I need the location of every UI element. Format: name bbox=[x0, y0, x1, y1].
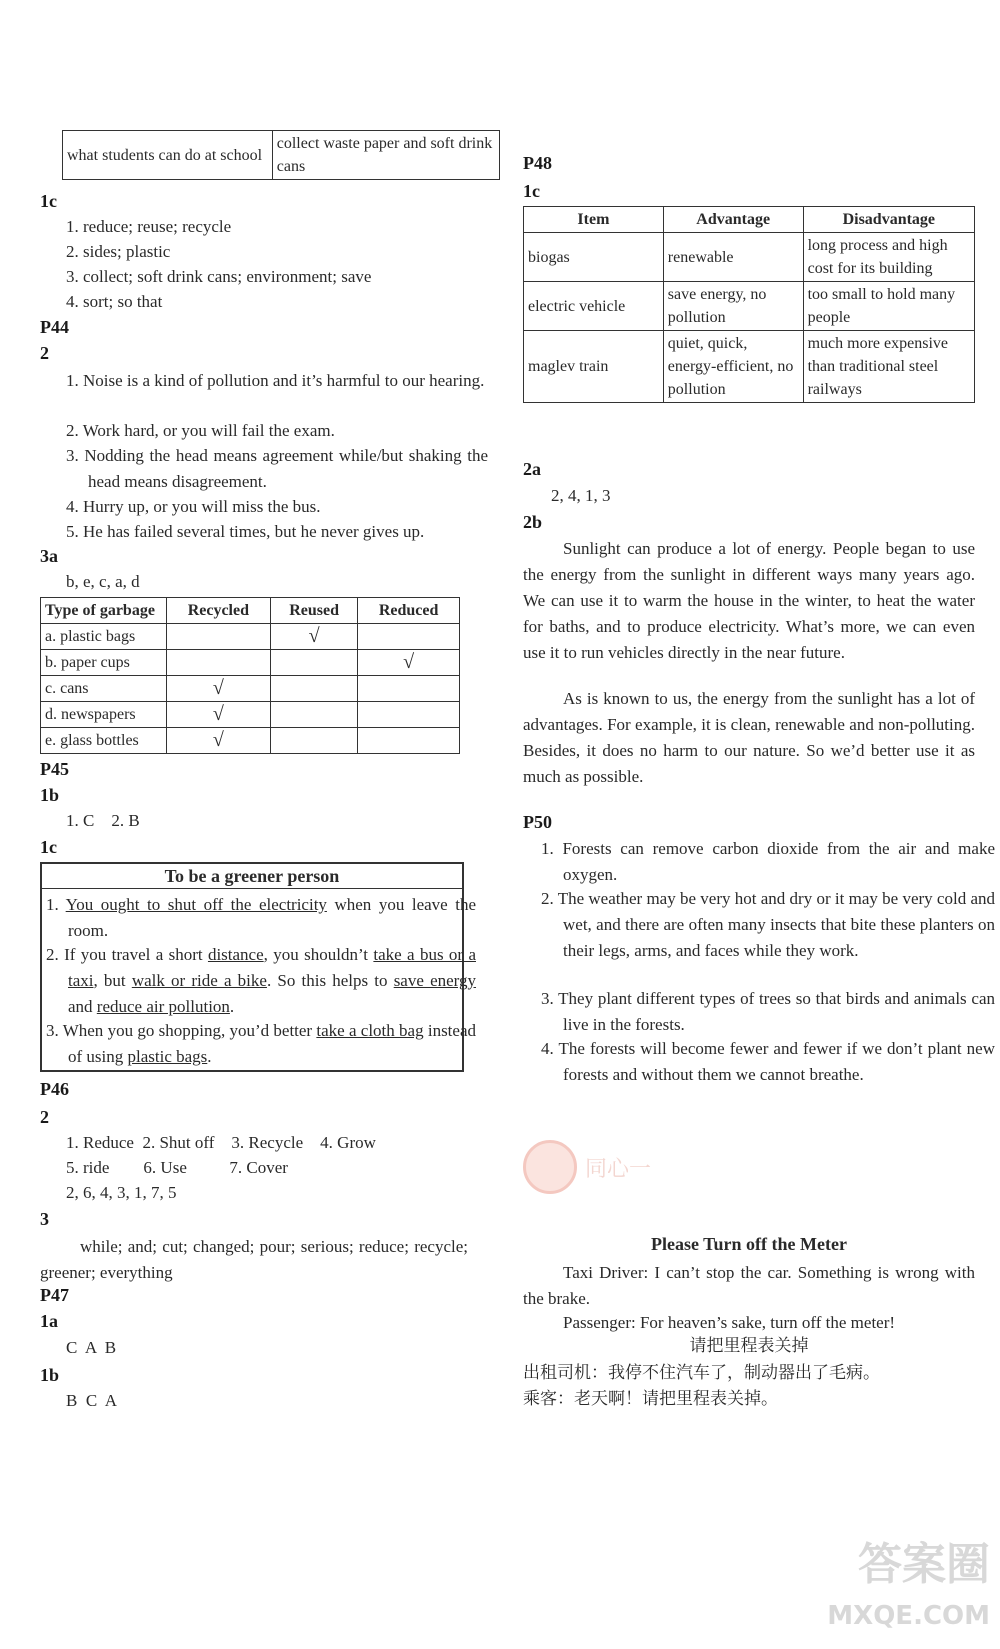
answer-text: 2, 4, 1, 3 bbox=[551, 486, 611, 505]
table-header-row bbox=[524, 207, 975, 233]
underlined-answer: walk or ride a bike bbox=[131, 971, 267, 990]
table-cell: electric vehicle bbox=[524, 282, 664, 331]
answer-text: B C A bbox=[66, 1391, 118, 1410]
table-cell: e. glass bottles bbox=[41, 728, 167, 754]
text-span: 1. bbox=[46, 895, 66, 914]
underlined-answer: take a cloth bag bbox=[316, 1021, 424, 1040]
check-cell bbox=[166, 650, 270, 676]
column-header: Advantage bbox=[663, 207, 803, 233]
text-span: and bbox=[68, 997, 97, 1016]
table-row bbox=[524, 331, 975, 403]
section-label-1b: 1b bbox=[40, 1365, 60, 1385]
joke-line: Taxi Driver: I can’t stop the car. Something is wrong with the brake. bbox=[523, 1263, 975, 1308]
check-cell bbox=[358, 702, 460, 728]
list-item bbox=[46, 892, 476, 944]
essay-paragraph: Sunlight can produce a lot of energy. People began to use the energy from the sunlight in different ways many years ago. We can use it to warm the house in the winter, to heat the water for baths, and to produce electricity. What’s more, we can even use it to run vehicles directly in the near future. bbox=[523, 539, 975, 662]
page-heading-p48: P48 bbox=[523, 153, 552, 173]
check-cell: √ bbox=[166, 728, 270, 754]
table-cell: c. cans bbox=[41, 676, 167, 702]
check-cell: √ bbox=[358, 650, 460, 676]
section-label-2: 2 bbox=[40, 343, 49, 363]
column-header: Item bbox=[524, 207, 664, 233]
check-cell bbox=[358, 728, 460, 754]
table-row bbox=[41, 728, 460, 754]
page-heading-p46: P46 bbox=[40, 1079, 69, 1099]
table-cell: maglev train bbox=[524, 331, 664, 403]
table-row bbox=[41, 702, 460, 728]
list-item: 1. Forests can remove carbon dioxide from the air and make oxygen. bbox=[541, 839, 995, 884]
underlined-answer: save energy bbox=[393, 971, 477, 990]
check-cell bbox=[271, 702, 358, 728]
column-header: Reused bbox=[271, 598, 358, 624]
table-cell: much more expensive than traditional steel railways bbox=[803, 331, 974, 403]
answer-line: 5. ride 6. Use 7. Cover bbox=[66, 1158, 288, 1177]
table-cell bbox=[272, 131, 499, 180]
table-row bbox=[524, 233, 975, 282]
greener-title: To be a greener person bbox=[42, 864, 462, 889]
page-heading-p50: P50 bbox=[523, 812, 552, 832]
list-item: 2. The weather may be very hot and dry or it may be very cold and wet, and there are often many insects that bite these planters on their legs, arms, and faces while they work. bbox=[541, 889, 995, 960]
check-cell: √ bbox=[166, 676, 270, 702]
watermark-logo-icon bbox=[523, 1140, 577, 1194]
check-cell bbox=[358, 624, 460, 650]
underlined-answer: distance bbox=[207, 945, 264, 964]
check-cell: √ bbox=[271, 624, 358, 650]
joke-cn-title: 请把里程表关掉 bbox=[689, 1336, 809, 1356]
essay-paragraph: As is known to us, the energy from the sunlight has a lot of advantages. For example, it is clean, renewable and non-polluting. Besides, it does no harm to our nature. So we’d better use it as much as possible. bbox=[523, 689, 975, 786]
text-span: when you leave the room. bbox=[68, 895, 477, 940]
table-cell: b. paper cups bbox=[41, 650, 167, 676]
list-item: 2. sides; plastic bbox=[66, 242, 171, 261]
underlined-answer: plastic bags bbox=[127, 1047, 208, 1066]
column-header: Type of garbage bbox=[41, 598, 167, 624]
table-row bbox=[41, 624, 460, 650]
joke-cn-line: 出租司机：我停不住汽车了，制动器出了毛病。 bbox=[523, 1363, 880, 1383]
page-heading-p45: P45 bbox=[40, 759, 69, 779]
section-label-1b: 1b bbox=[40, 785, 60, 805]
answer-paragraph: while; and; cut; changed; pour; serious; reduce; recycle; greener; everything bbox=[40, 1237, 468, 1282]
text-span: . bbox=[207, 1047, 212, 1066]
table-row bbox=[41, 650, 460, 676]
table-cell: renewable bbox=[663, 233, 803, 282]
list-item: 3. collect; soft drink cans; environment; save bbox=[66, 267, 372, 286]
check-cell bbox=[271, 676, 358, 702]
underlined-answer: take a bus or a taxi bbox=[68, 945, 476, 990]
table-cell-text: collect waste paper and soft drink cans bbox=[276, 135, 493, 175]
answer-line: 2, 6, 4, 3, 1, 7, 5 bbox=[66, 1183, 177, 1202]
advantage-table bbox=[523, 206, 975, 403]
greener-box bbox=[40, 862, 477, 1072]
table-cell: biogas bbox=[524, 233, 664, 282]
table-row bbox=[524, 282, 975, 331]
joke-cn-line: 乘客：老天啊！请把里程表关掉。 bbox=[523, 1389, 778, 1409]
check-cell: √ bbox=[166, 702, 270, 728]
section-label-3a: 3a bbox=[40, 546, 58, 566]
text-span: 3. When you go shopping, you’d better bbox=[46, 1021, 317, 1040]
check-cell bbox=[358, 676, 460, 702]
table-cell: too small to hold many people bbox=[803, 282, 974, 331]
text-span: . So this helps to bbox=[266, 971, 394, 990]
garbage-table bbox=[40, 597, 460, 754]
list-item: 3. They plant different types of trees so that birds and animals can live in the forests. bbox=[541, 989, 995, 1034]
joke-title: Please Turn off the Meter bbox=[651, 1234, 847, 1254]
column-header: Disadvantage bbox=[803, 207, 974, 233]
table-header-row bbox=[41, 598, 460, 624]
watermark-logo-text: 答案圈 bbox=[858, 1539, 990, 1590]
section-label-1a: 1a bbox=[40, 1311, 58, 1331]
table-cell: quiet, quick, energy-efficient, no pollution bbox=[663, 331, 803, 403]
underlined-answer: reduce air pollution bbox=[96, 997, 230, 1016]
check-cell bbox=[271, 650, 358, 676]
text-span: . bbox=[229, 997, 235, 1016]
table-row bbox=[41, 676, 460, 702]
answer-text: b, e, c, a, d bbox=[66, 572, 140, 591]
check-cell bbox=[271, 728, 358, 754]
answer-line: 1. Reduce 2. Shut off 3. Recycle 4. Grow bbox=[66, 1133, 376, 1152]
page-heading-p47: P47 bbox=[40, 1285, 69, 1305]
section-label-2a: 2a bbox=[523, 459, 541, 479]
section-label-2: 2 bbox=[40, 1107, 49, 1127]
joke-line: Passenger: For heaven’s sake, turn off the meter! bbox=[563, 1313, 896, 1332]
watermark-text: 同心一 bbox=[585, 1157, 652, 1182]
section-label-2b: 2b bbox=[523, 512, 543, 532]
table-cell: long process and high cost for its building bbox=[803, 233, 974, 282]
list-item: 4. Hurry up, or you will miss the bus. bbox=[66, 497, 321, 516]
list-item: 3. Nodding the head means agreement while/but shaking the head means disagreement. bbox=[66, 446, 488, 491]
site-watermark bbox=[800, 1521, 990, 1641]
list-item: 2. Work hard, or you will fail the exam. bbox=[66, 421, 335, 440]
answer-text: C A B bbox=[66, 1338, 117, 1357]
list-item bbox=[46, 942, 476, 1020]
text-span: instead of using bbox=[68, 1021, 476, 1066]
answer-text: 1. C 2. B bbox=[66, 811, 140, 830]
table-cell: save energy, no pollution bbox=[663, 282, 803, 331]
section-label-3: 3 bbox=[40, 1209, 49, 1229]
table-cell: d. newspapers bbox=[41, 702, 167, 728]
table-cell: what students can do at school bbox=[63, 131, 273, 180]
list-item: 4. sort; so that bbox=[66, 292, 163, 311]
section-label-1c: 1c bbox=[40, 191, 57, 211]
list-item: 1. reduce; reuse; recycle bbox=[66, 217, 232, 236]
column-header: Reduced bbox=[358, 598, 460, 624]
watermark-url: MXQE.COM bbox=[827, 1601, 990, 1631]
list-item bbox=[46, 1018, 476, 1070]
text-span: , but bbox=[93, 971, 132, 990]
table-row bbox=[63, 131, 500, 180]
list-item: 5. He has failed several times, but he never gives up. bbox=[66, 522, 425, 541]
list-item: 4. The forests will become fewer and fewer if we don’t plant new forests and without them we cannot breathe. bbox=[541, 1039, 995, 1084]
list-item: 1. Noise is a kind of pollution and it’s harmful to our hearing. bbox=[66, 371, 485, 390]
page-heading-p44: P44 bbox=[40, 317, 69, 337]
column-header: Recycled bbox=[166, 598, 270, 624]
text-span: 2. If you travel a short bbox=[46, 945, 208, 964]
students-table bbox=[62, 130, 500, 180]
section-label-1c: 1c bbox=[523, 181, 540, 201]
section-label-1c: 1c bbox=[40, 837, 57, 857]
check-cell bbox=[166, 624, 270, 650]
text-span: , you shouldn’t bbox=[263, 945, 374, 964]
table-cell: a. plastic bags bbox=[41, 624, 167, 650]
underlined-answer: You ought to shut off the electricity bbox=[65, 895, 327, 914]
